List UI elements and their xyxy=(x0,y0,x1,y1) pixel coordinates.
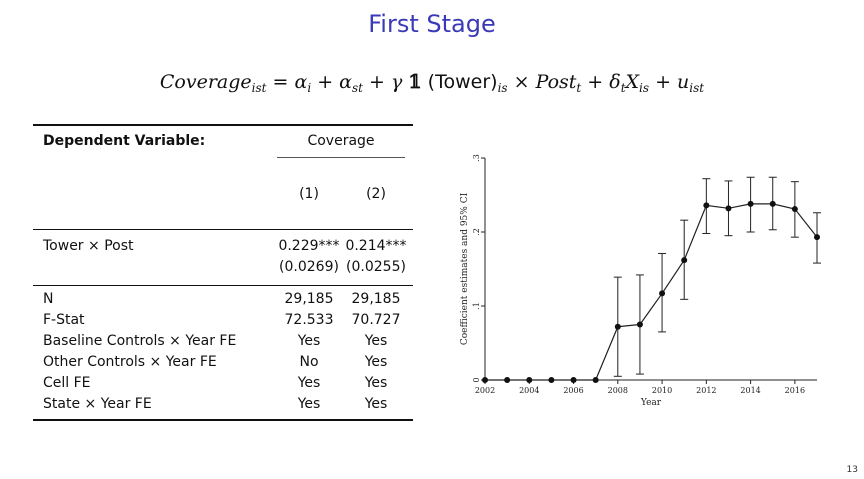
slide-title: First Stage xyxy=(368,10,496,38)
se-col1: (0.0269) xyxy=(279,259,339,275)
row-label: N xyxy=(43,291,54,307)
dep-var-name: Coverage xyxy=(307,133,375,149)
data-point xyxy=(571,377,577,383)
data-point xyxy=(482,377,488,383)
y-axis-label: Coefficient estimates and 95% CI xyxy=(460,192,470,346)
y-tick-label: .1 xyxy=(472,302,481,310)
x-axis-label: Year xyxy=(640,398,662,408)
row-label: State × Year FE xyxy=(43,396,152,412)
header-rule xyxy=(33,229,413,230)
table-row xyxy=(33,354,413,375)
row-label: Baseline Controls × Year FE xyxy=(43,333,237,349)
data-point xyxy=(748,201,754,207)
data-point xyxy=(548,377,554,383)
se-col2: (0.0255) xyxy=(346,259,406,275)
row-value-2: Yes xyxy=(364,375,388,391)
data-point xyxy=(593,377,599,383)
body-rule xyxy=(33,285,413,286)
dep-var-label: Dependent Variable: xyxy=(43,133,206,149)
coef-col2: 0.214*** xyxy=(345,238,407,254)
table-row xyxy=(33,291,413,312)
row-label: F-Stat xyxy=(43,312,85,328)
table-row xyxy=(33,333,413,354)
x-tick-label: 2002 xyxy=(474,386,496,395)
data-point xyxy=(792,206,798,212)
row-value-1: Yes xyxy=(297,333,321,349)
page-number: 13 xyxy=(846,465,858,475)
row-label: Other Controls × Year FE xyxy=(43,354,217,370)
y-tick-label: .3 xyxy=(472,154,481,162)
x-tick-label: 2016 xyxy=(784,386,806,395)
data-point xyxy=(615,324,621,330)
x-tick-label: 2006 xyxy=(563,386,584,395)
col-header-2: (2) xyxy=(366,186,386,202)
row-value-1: 72.533 xyxy=(284,312,334,328)
data-point xyxy=(526,377,532,383)
header-midrule xyxy=(277,157,405,158)
row-value-2: Yes xyxy=(364,396,388,412)
row-value-2: Yes xyxy=(364,333,388,349)
col-header-1: (1) xyxy=(299,186,319,202)
data-point xyxy=(659,290,665,296)
x-tick-label: 2008 xyxy=(607,386,628,395)
x-tick-label: 2004 xyxy=(519,386,540,395)
row-value-2: 70.727 xyxy=(351,312,401,328)
data-point xyxy=(770,201,776,207)
series-line xyxy=(485,204,817,380)
table-top-rule xyxy=(33,124,413,126)
row-label: Cell FE xyxy=(43,375,91,391)
x-tick-label: 2010 xyxy=(651,386,673,395)
row-value-1: No xyxy=(299,354,319,370)
x-tick-label: 2012 xyxy=(696,386,717,395)
coef-label: Tower × Post xyxy=(43,238,134,254)
row-value-1: 29,185 xyxy=(284,291,334,307)
regression-equation: Coverage$_{ist}$ = $\alpha_i + \alpha_{st} + \gamma$ 𝟙 $(Tower)_{is}$ × Post$_t$ + $\delta_tX_{is} + u_{ist}$ xyxy=(159,71,705,95)
row-value-2: 29,185 xyxy=(351,291,401,307)
row-value-2: Yes xyxy=(364,354,388,370)
y-tick-label: 0 xyxy=(472,377,481,383)
data-point xyxy=(681,257,687,263)
data-point xyxy=(504,377,510,383)
table-row xyxy=(33,375,413,396)
row-value-1: Yes xyxy=(297,396,321,412)
data-point xyxy=(703,202,709,208)
table-bottom-rule xyxy=(33,419,413,421)
event-study-chart xyxy=(455,150,835,424)
table-row xyxy=(33,312,413,333)
data-point xyxy=(814,234,820,240)
data-point xyxy=(725,205,731,211)
table-row xyxy=(33,396,413,417)
coef-col1: 0.229*** xyxy=(278,238,340,254)
stats-rows xyxy=(33,291,413,417)
x-tick-label: 2014 xyxy=(740,386,761,395)
data-point xyxy=(637,322,643,328)
row-value-1: Yes xyxy=(297,375,321,391)
y-tick-label: .2 xyxy=(472,228,481,236)
chart-svg xyxy=(455,150,835,420)
